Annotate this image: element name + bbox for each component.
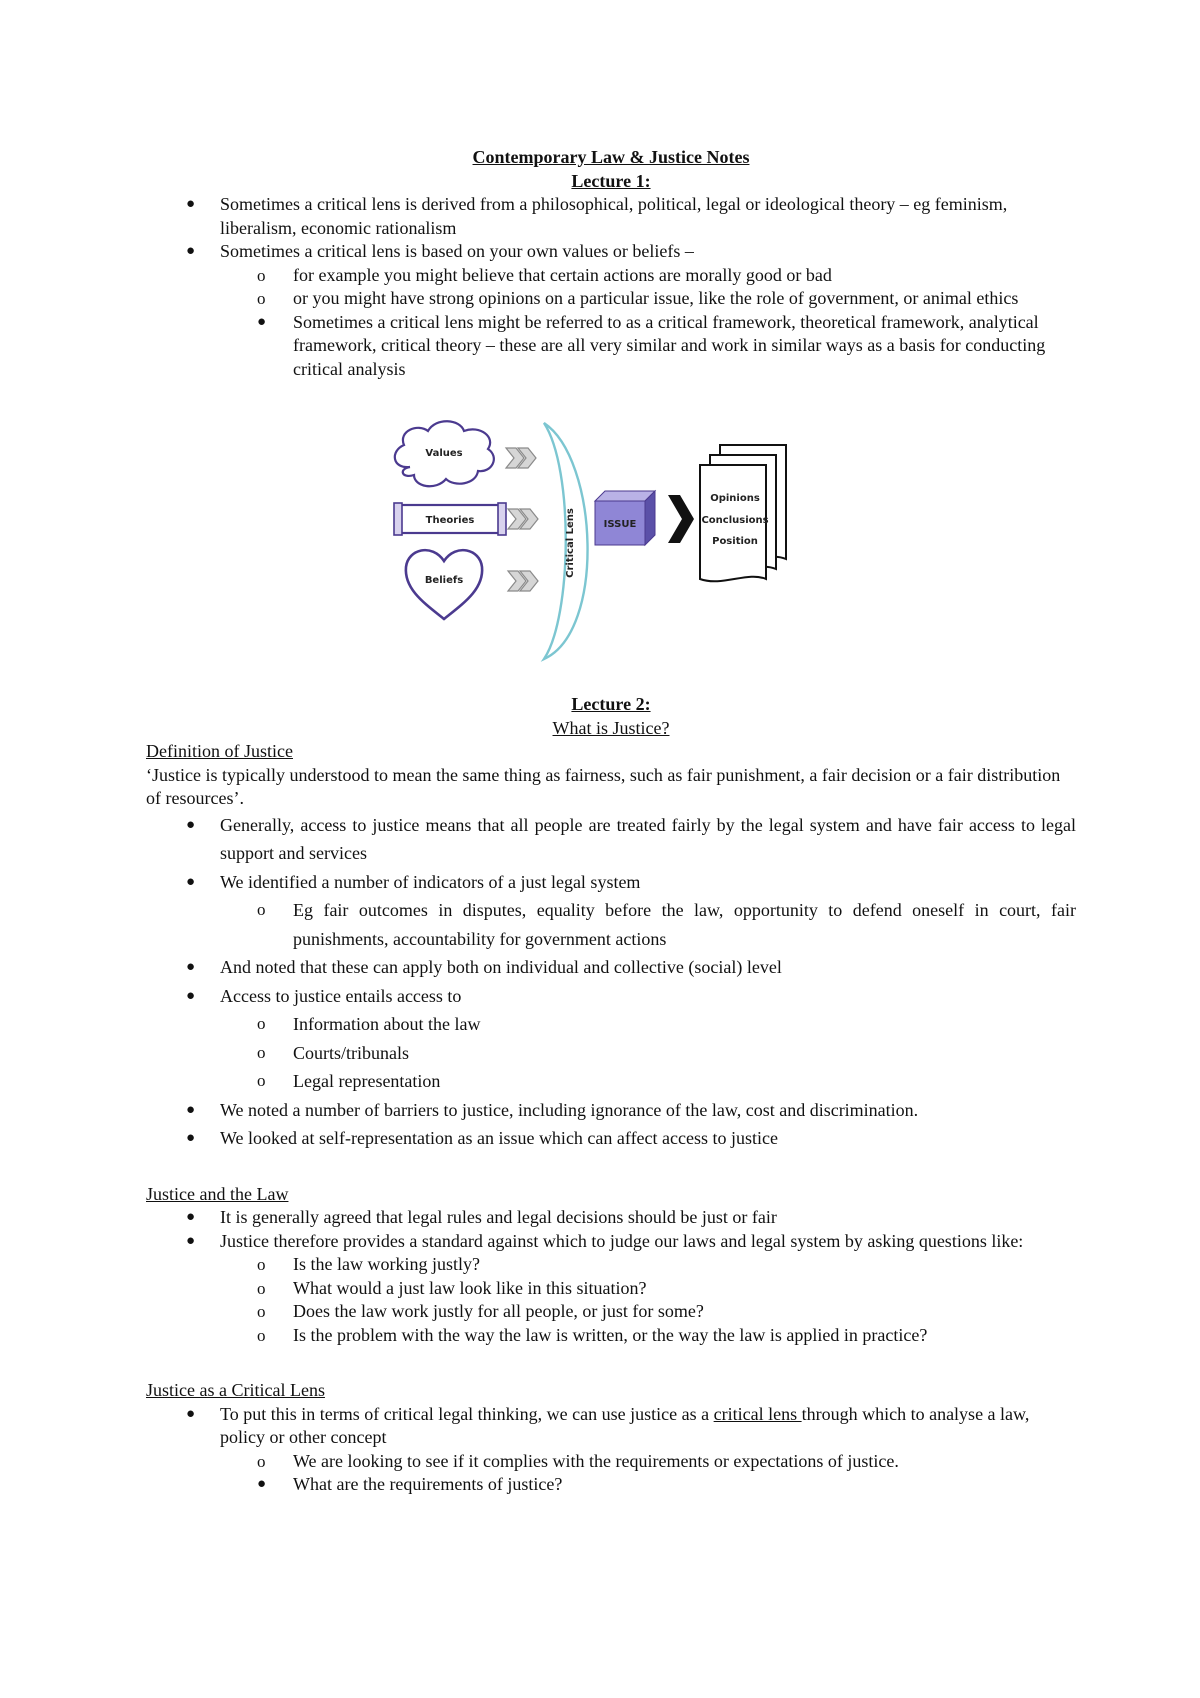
list-item: o for example you might believe that certain actions are morally good or bad	[146, 264, 1076, 288]
definition-heading: Definition of Justice	[146, 741, 293, 761]
lecture2-subheading: What is Justice?	[552, 717, 670, 738]
critical-lens-label: Critical Lens	[565, 508, 576, 578]
arrow-group	[506, 448, 538, 591]
circle-bullet-icon: o	[257, 1302, 266, 1321]
list-item: ● Generally, access to justice means that all people are treated fairly by the legal system and have fair access to legal support and services	[146, 811, 1076, 868]
circle-bullet-icon: o	[257, 1451, 266, 1471]
list-item: o Information about the law	[146, 1010, 1076, 1039]
conclusions-label: Conclusions	[701, 515, 769, 526]
bullet-icon: ●	[186, 1209, 196, 1225]
list-item: o Is the law working justly?	[146, 1253, 1076, 1277]
bullet-icon: ●	[257, 313, 267, 330]
justice-law-list	[146, 1206, 1076, 1347]
bullet-icon: ●	[186, 196, 196, 212]
lecture1-heading: Lecture 1:	[571, 170, 651, 191]
list-item: ● To put this in terms of critical legal thinking, we can use justice as a critical lens through which to analyse a law, policy or other concept	[186, 1403, 1030, 1447]
bullet-icon: ●	[186, 1130, 196, 1146]
beliefs-heart-icon	[406, 550, 482, 619]
document-body	[146, 146, 1076, 1497]
list-item: o Does the law work justly for all people, or just for some?	[146, 1300, 1076, 1324]
circle-bullet-icon: o	[257, 1071, 266, 1090]
list-item: o Is the problem with the way the law is written, or the way the law is applied in practice?	[146, 1324, 1076, 1348]
diagram-svg	[384, 411, 984, 693]
bullet-icon: ●	[257, 1476, 267, 1492]
list-item: o Legal representation	[146, 1067, 1076, 1096]
position-label: Position	[712, 536, 758, 547]
theories-scroll-icon	[394, 503, 506, 535]
list-item: ● Justice therefore provides a standard against which to judge our laws and legal system by asking questions like:	[146, 1230, 1076, 1254]
critical-lens-list	[146, 1403, 1076, 1497]
lecture2-heading: Lecture 2:	[571, 694, 651, 714]
list-item: o or you might have strong opinions on a particular issue, like the role of government, or animal ethics	[146, 287, 1076, 311]
beliefs-label: Beliefs	[424, 575, 464, 586]
list-item: o What would a just law look like in this situation?	[146, 1277, 1076, 1301]
list-item: ● Sometimes a critical lens is based on your own values or beliefs –	[146, 240, 1076, 264]
definition-text: ‘Justice is typically understood to mean the same thing as fairness, such as fair punishment, a fair decision or a fair distribution of resources’.	[146, 764, 1061, 808]
values-cloud-icon	[395, 421, 494, 486]
circle-bullet-icon: o	[257, 1255, 266, 1274]
list-item: ● What are the requirements of justice?	[146, 1473, 1076, 1497]
bullet-icon: ●	[186, 1101, 196, 1118]
list-item: ● Sometimes a critical lens might be referred to as a critical framework, theoretical framework, analytical framework, critical theory – these are all very similar and work in similar ways as a basis for conducting critical analysis	[257, 311, 1046, 379]
critical-lens-icon	[544, 423, 588, 659]
critical-lens-diagram	[146, 411, 1076, 693]
lecture2-list	[146, 811, 1076, 1153]
values-label: Values	[425, 448, 463, 459]
justice-law-heading: Justice and the Law	[146, 1183, 289, 1204]
theories-label: Theories	[425, 515, 475, 526]
issue-cube-icon	[595, 491, 655, 545]
list-item: ● Access to justice entails access to	[146, 982, 1076, 1011]
list-item: o Courts/tribunals	[146, 1039, 1076, 1068]
bullet-icon: ●	[186, 873, 196, 890]
list-item: o Eg fair outcomes in disputes, equality before the law, opportunity to defend oneself in court, fair punishments, accountability for government actions	[146, 896, 1076, 953]
bullet-icon: ●	[186, 816, 196, 833]
list-item: ● Sometimes a critical lens is derived from a philosophical, political, legal or ideological theory – eg feminism, liberalism, economic rationalism	[186, 194, 1008, 238]
list-item: ● And noted that these can apply both on individual and collective (social) level	[146, 953, 1076, 982]
document-title: Contemporary Law & Justice Notes	[472, 147, 750, 167]
bullet-icon: ●	[186, 1405, 196, 1422]
list-item: o We are looking to see if it complies with the requirements or expectations of justice.	[146, 1450, 1076, 1474]
circle-bullet-icon: o	[257, 1278, 266, 1298]
bullet-icon: ●	[186, 987, 196, 1004]
circle-bullet-icon: o	[257, 289, 266, 308]
bullet-icon: ●	[186, 243, 196, 259]
list-item: ● It is generally agreed that legal rules and legal decisions should be just or fair	[146, 1206, 1076, 1230]
bullet-icon: ●	[186, 959, 196, 975]
circle-bullet-icon: o	[257, 1042, 266, 1062]
issue-label: ISSUE	[603, 519, 637, 530]
bullet-icon: ●	[186, 1232, 196, 1249]
list-item: ● We noted a number of barriers to justice, including ignorance of the law, cost and discrimination.	[146, 1096, 1076, 1125]
circle-bullet-icon: o	[257, 1014, 266, 1033]
lecture1-list	[146, 193, 1076, 381]
big-chevron-right-icon	[668, 495, 694, 543]
list-item: ● We identified a number of indicators of a just legal system	[146, 868, 1076, 897]
circle-bullet-icon: o	[257, 265, 266, 285]
critical-lens-heading: Justice as a Critical Lens	[146, 1380, 325, 1400]
opinions-label: Opinions	[710, 493, 760, 504]
critical-lens-term: critical lens	[713, 1403, 802, 1424]
documents-stack-icon	[700, 445, 786, 581]
circle-bullet-icon: o	[257, 1325, 266, 1345]
circle-bullet-icon: o	[257, 900, 266, 919]
list-item: ● We looked at self-representation as an issue which can affect access to justice	[146, 1124, 1076, 1153]
